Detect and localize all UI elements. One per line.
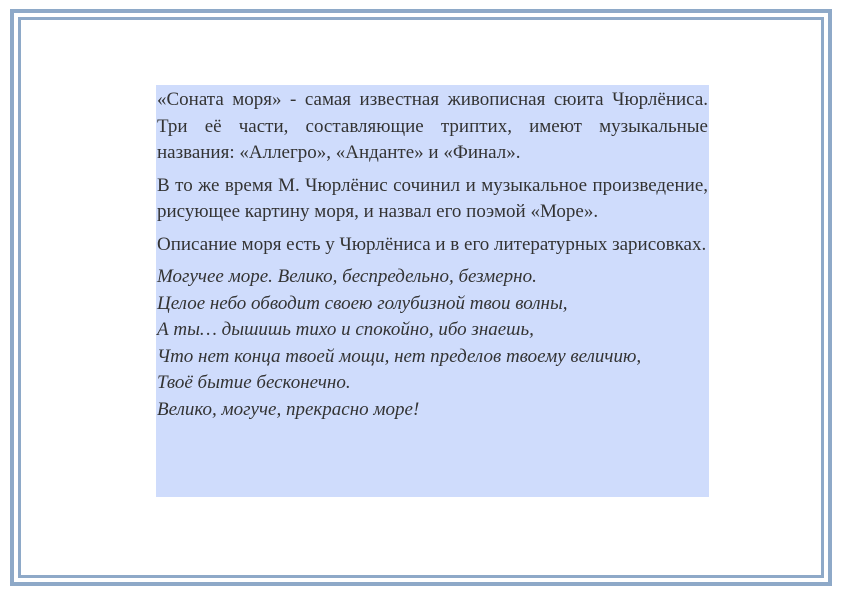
text-box bbox=[156, 85, 709, 497]
paragraph-literary-sketches: Описание моря есть у Чюрлёниса и в его литературных зарисовках. bbox=[157, 233, 707, 255]
poem-line: Велико, могуче, прекрасно море! bbox=[157, 398, 420, 420]
paragraph-sonata: «Соната моря» - самая известная живописная сюита Чюрлёниса. Три её части, составляющие триптих, имеют музыкальные названия: «Аллегро», «Анданте» и «Финал». bbox=[157, 89, 708, 163]
poem-line: Целое небо обводит своею голубизной твои волны, bbox=[157, 292, 568, 314]
poem-line: Что нет конца твоей мощи, нет пределов твоему величию, bbox=[157, 345, 642, 367]
paragraph-poem-more: В то же время М. Чюрлёнис сочинил и музыкальное произведение, рисующее картину моря, и назвал его поэмой «Море». bbox=[157, 174, 708, 222]
poem-quote bbox=[157, 264, 708, 423]
poem-line: Могучее море. Велико, беспредельно, безмерно. bbox=[157, 266, 537, 287]
poem-line: А ты… дышишь тихо и спокойно, ибо знаешь, bbox=[157, 319, 534, 340]
poem-line: Твоё бытие бесконечно. bbox=[157, 372, 351, 393]
